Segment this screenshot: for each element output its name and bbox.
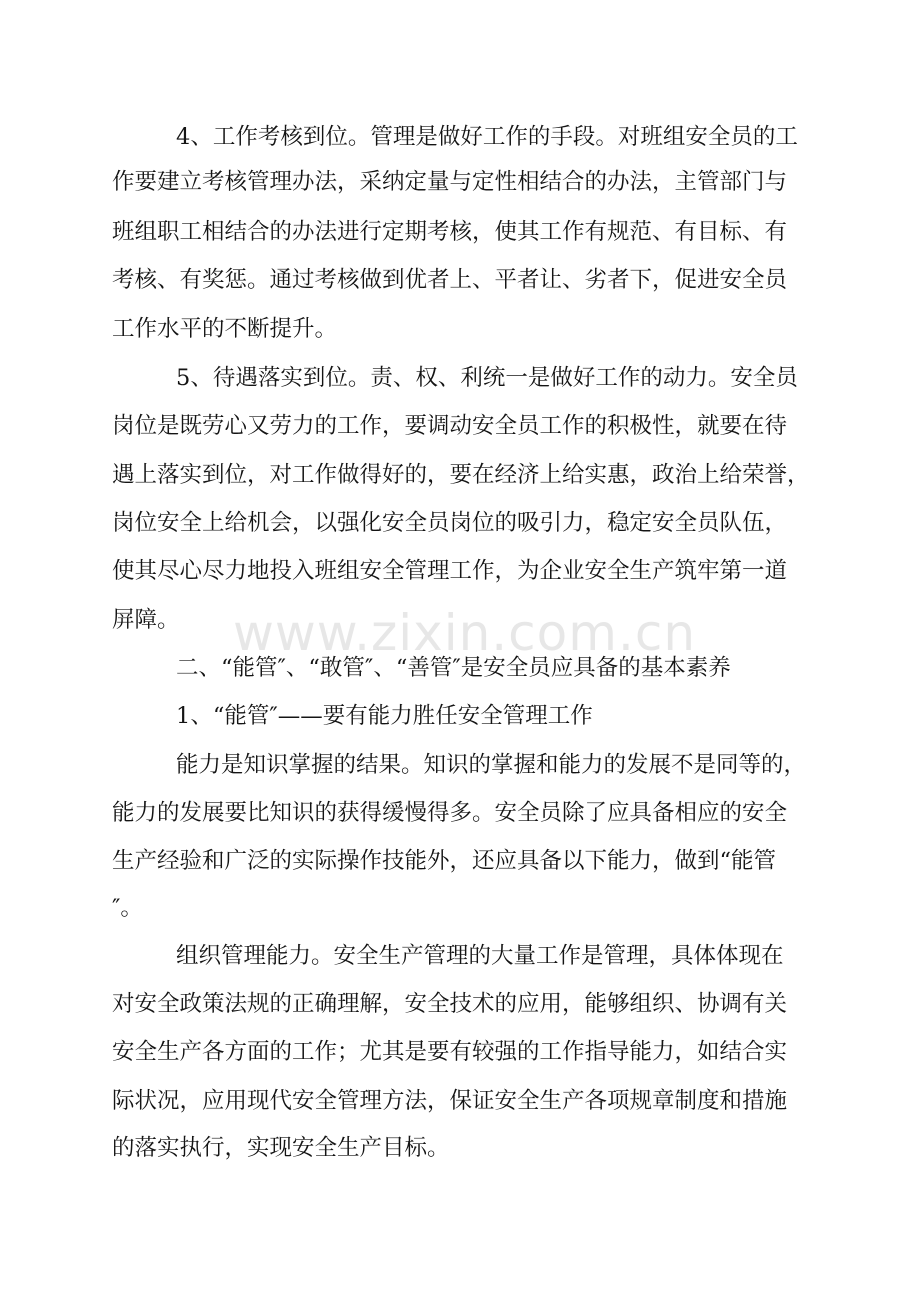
- text-line: 际状况，应用现代安全管理方法，保证安全生产各项规章制度和措施: [112, 1088, 788, 1114]
- watermark: www.zixin.com.cn: [233, 604, 697, 662]
- subsection-heading: 1、“能管″——要有能力胜任安全管理工作: [176, 703, 593, 729]
- text-line: 5、待遇落实到位。责、权、利统一是做好工作的动力。安全员: [176, 365, 798, 391]
- text-line: 岗位安全上给机会，以强化安全员岗位的吸引力，稳定安全员队伍，: [112, 510, 788, 536]
- section-heading: 二、“能管″、“敢管″、“善管″是安全员应具备的基本素养: [176, 655, 731, 681]
- text-line: 工作水平的不断提升。: [112, 316, 338, 342]
- text-line: 班组职工相结合的办法进行定期考核，使其工作有规范、有目标、有: [112, 219, 788, 245]
- text-line: 作要建立考核管理办法，采纳定量与定性相结合的办法，主管部门与: [112, 169, 788, 195]
- text-line: 考核、有奖惩。通过考核做到优者上、平者让、劣者下，促进安全员: [112, 267, 788, 293]
- text-line: 岗位是既劳心又劳力的工作，要调动安全员工作的积极性，就要在待: [112, 413, 788, 439]
- text-line: 安全生产各方面的工作；尤其是要有较强的工作指导能力，如结合实: [112, 1039, 788, 1065]
- text-line: 能力是知识掌握的结果。知识的掌握和能力的发展不是同等的，: [176, 752, 807, 778]
- text-line: 4、工作考核到位。管理是做好工作的手段。对班组安全员的工: [176, 124, 798, 150]
- text-line: 屏障。: [112, 607, 180, 633]
- text-line: 对安全政策法规的正确理解，安全技术的应用，能够组织、协调有关: [112, 991, 788, 1017]
- text-line: 生产经验和广泛的实际操作技能外，还应具备以下能力，做到“能管: [112, 848, 777, 874]
- text-line: 使其尽心尽力地投入班组安全管理工作，为企业安全生产筑牢第一道: [112, 558, 788, 584]
- text-line: 组织管理能力。安全生产管理的大量工作是管理，具体体现在: [176, 943, 784, 969]
- text-line: 能力的发展要比知识的获得缓慢得多。安全员除了应具备相应的安全: [112, 800, 788, 826]
- text-line: ″。: [112, 895, 143, 921]
- text-line: 的落实执行，实现安全生产目标。: [112, 1135, 450, 1161]
- text-line: 遇上落实到位，对工作做得好的，要在经济上给实惠，政治上给荣誉，: [112, 462, 810, 488]
